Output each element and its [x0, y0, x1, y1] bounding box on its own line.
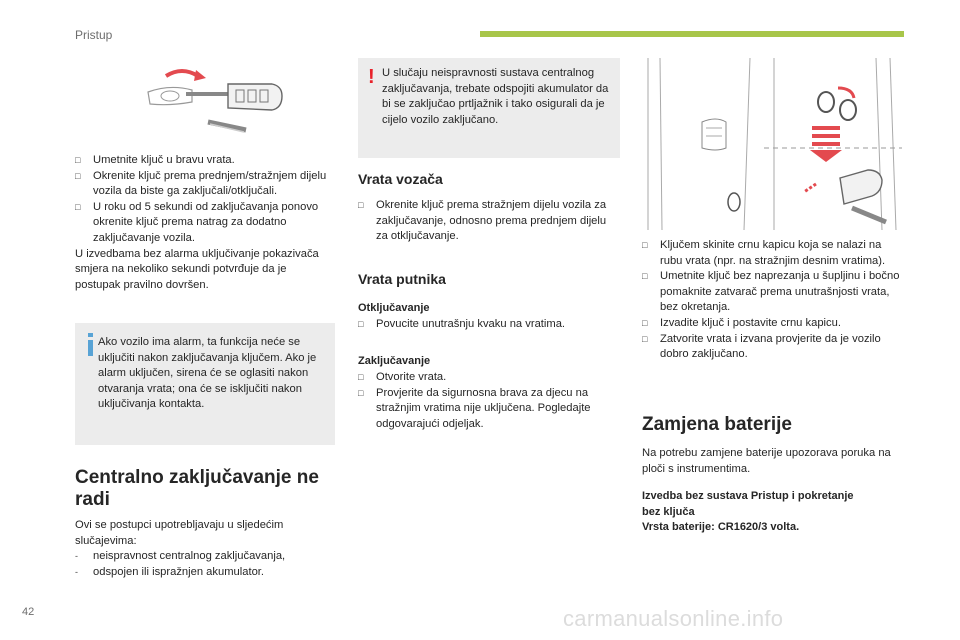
lock-label: Zaključavanje [358, 355, 431, 367]
checkbox-bullet-icon: □ [75, 155, 81, 165]
info-icon-dot [88, 333, 93, 337]
variant-line: Izvedba bez sustava Pristup i pokretanje [642, 490, 854, 502]
unlock-label: Otključavanje [358, 302, 430, 314]
checkbox-bullet-icon: □ [642, 333, 648, 344]
lock-steps [358, 370, 620, 432]
list-item: - odspojen ili ispražnjen akumulator. [75, 565, 333, 581]
heading-battery-replacement: Zamjena baterije [642, 414, 792, 435]
list-item: □ U roku od 5 sekundi od zaključavanja ponovo okrenite ključ prema natrag za dodatno zaključavanje vozila. [75, 200, 319, 244]
list-item: □ Otvorite vrata. [358, 370, 620, 386]
list-item: - neispravnost centralnog zaključavanja, [75, 549, 333, 565]
dash-bullet: - [75, 551, 78, 562]
checkbox-bullet-icon: □ [75, 170, 81, 181]
door-edge-manual-lock-illustration [640, 58, 904, 230]
dash-bullet: - [75, 566, 78, 577]
checkbox-bullet-icon: □ [358, 319, 364, 329]
door-lock-key-illustration [140, 62, 290, 142]
heading-central-locking: Centralno zaključavanje ne radi [75, 467, 319, 510]
info-icon [88, 340, 93, 356]
list-item: □ Ključem skinite crnu kapicu koja se nalazi na rubu vrata (npr. na stražnjim desnim vratima). [642, 239, 886, 267]
list-item: □ Zatvorite vrata i izvana provjerite da je vozilo dobro zaključano. [642, 332, 881, 361]
heading-driver-door: Vrata vozača [358, 171, 443, 187]
col1-steps [75, 153, 333, 293]
page-number: 42 [22, 606, 35, 618]
unlock-steps [358, 317, 620, 333]
checkbox-bullet-icon: □ [358, 372, 364, 382]
heading-passenger-doors: Vrata putnika [358, 271, 446, 287]
battery-variant [642, 489, 904, 536]
list-item: □ Umetnite ključ bez naprezanja u šupljinu i bočno pomaknite zatvarač prema unutrašnjosti vrata, bez okretanja. [642, 270, 900, 314]
battery-body: Na potrebu zamjene baterije upozorava poruka na ploči s instrumentima. [642, 447, 891, 475]
section-title: Pristup [75, 28, 113, 42]
list-item: □ Povucite unutrašnju kvaku na vratima. [358, 317, 620, 333]
battery-type: Vrsta baterije: CR1620/3 volta. [642, 521, 800, 533]
header-accent-bar [480, 31, 904, 37]
col1-intro [75, 518, 333, 580]
checkbox-bullet-icon: □ [642, 240, 648, 250]
alarm-note: U izvedbama bez alarma uključivanje pokazivača smjera na nekoliko sekundi potvrđuje da je postupak pravilno dovršen. [75, 247, 319, 291]
col3-steps [642, 238, 904, 363]
watermark: carmanualsonline.info [563, 606, 784, 631]
checkbox-bullet-icon: □ [642, 317, 648, 328]
variant-line: bez ključa [642, 505, 695, 518]
checkbox-bullet-icon: □ [75, 201, 81, 212]
warning-box-text: U slučaju neispravnosti sustava centralnog zaključavanja, trebate odspojiti akumulator da bi se zaključao prtljažnik i tako osigurali da je cijelo vozilo zaključano. [382, 67, 609, 126]
checkbox-bullet-icon: □ [358, 200, 364, 210]
intro-text: Ovi se postupci upotrebljavaju u sljedećim slučajevima: [75, 519, 284, 547]
info-box-text: Ako vozilo ima alarm, ta funkcija neće se uključiti nakon zaključavanja ključem. Ako je alarm uključen, sirena će se oglasiti nakon otvaranja vrata; ona će se isključiti nakon uključivanja kontakta. [98, 336, 317, 411]
list-item: □ Provjerite da sigurnosna brava za djecu na stražnjim vratima nije uključena. Pogledajte odgovarajući odjeljak. [358, 386, 591, 430]
checkbox-bullet-icon: □ [642, 271, 648, 282]
warning-icon: ! [368, 66, 375, 88]
list-item: □ Okrenite ključ prema prednjem/stražnjem dijelu vozila da biste ga zaključali/otključali. [75, 169, 327, 198]
list-item: □ Umetnite ključ u bravu vrata. [75, 153, 333, 169]
list-item: □ Izvadite ključ i postavite crnu kapicu. [642, 316, 904, 332]
driver-steps [358, 198, 620, 245]
list-item: □ Okrenite ključ prema stražnjem dijelu vozila za zaključavanje, odnosno prema prednjem dijelu za otključavanje. [358, 199, 607, 243]
checkbox-bullet-icon: □ [358, 387, 364, 398]
